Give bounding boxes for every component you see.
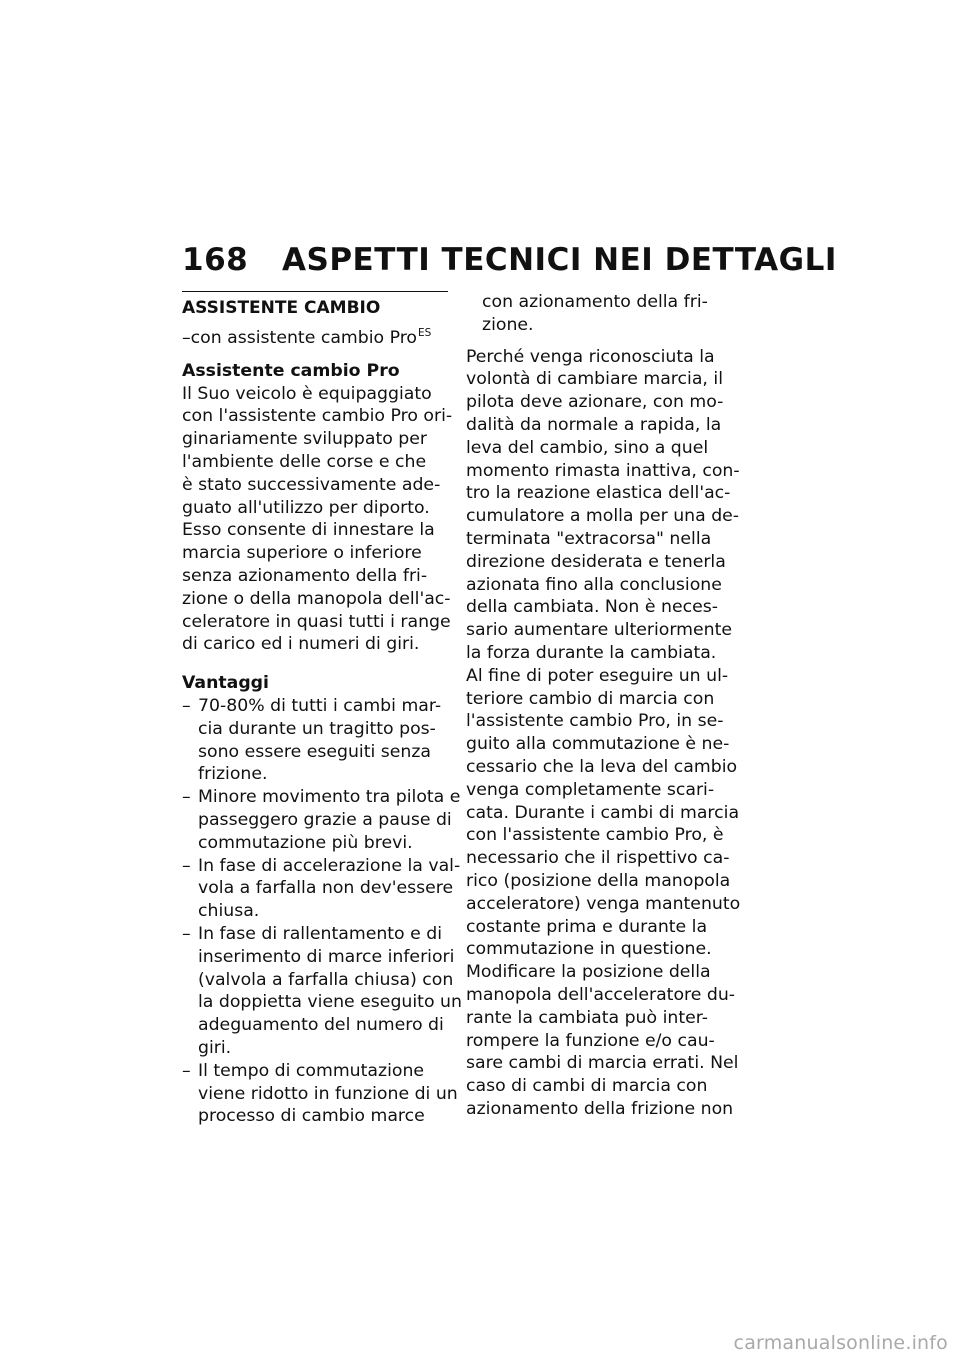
heading-vantaggi: Vantaggi xyxy=(182,673,269,694)
text-line: manopola dell'acceleratore du- xyxy=(466,984,736,1005)
text-line: In fase di accelerazione la val- xyxy=(198,855,461,876)
text-line: celeratore in quasi tutti i range xyxy=(182,611,451,632)
text-line: passeggero grazie a pause di xyxy=(198,809,452,830)
section-subtitle xyxy=(182,322,454,350)
text-line: zione o della manopola dell'ac- xyxy=(182,588,451,609)
text-line: commutazione in questione. xyxy=(466,939,712,960)
text-line: rompere la funzione e/o cau- xyxy=(466,1030,715,1051)
text-line: azionata fino alla conclusione xyxy=(466,574,722,595)
text-line: (valvola a farfalla chiusa) con xyxy=(198,969,454,990)
page-header xyxy=(182,238,837,288)
text-line: giri. xyxy=(198,1037,232,1058)
list-item xyxy=(182,855,461,923)
text-line: sario aumentare ulteriormente xyxy=(466,620,733,641)
text-line: inserimento di marce inferiori xyxy=(198,946,455,967)
text-line: sare cambi di marcia errati. Nel xyxy=(466,1053,739,1074)
text-line: la doppietta viene eseguito un xyxy=(198,992,462,1013)
text-line: commutazione più brevi. xyxy=(198,832,413,853)
text-line: adeguamento del numero di xyxy=(198,1015,444,1036)
list-item xyxy=(182,923,462,1060)
bullet-dash: – xyxy=(182,923,191,944)
text-line: l'ambiente delle corse e che xyxy=(182,451,427,472)
text-line: momento rimasta inattiva, con- xyxy=(466,460,740,481)
text-line: marcia superiore o inferiore xyxy=(182,543,422,564)
text-line: Esso consente di innestare la xyxy=(182,520,435,541)
bullet-dash: – xyxy=(182,855,191,876)
section-title: ASSISTENTE CAMBIO xyxy=(182,298,381,318)
list-item xyxy=(182,695,454,786)
text-line: Modificare la posizione della xyxy=(466,962,711,983)
text-line: con azionamento della fri- xyxy=(482,292,708,312)
subtitle-text: –con assistente cambio Pro xyxy=(182,328,418,348)
text-line: Al fine di poter eseguire un ul- xyxy=(466,665,729,686)
text-line: l'assistente cambio Pro, in se- xyxy=(466,711,724,732)
text-line: zione. xyxy=(482,314,534,335)
left-column xyxy=(182,291,462,1128)
bullet-dash: – xyxy=(182,695,191,716)
text-line: 70-80% di tutti i cambi mar- xyxy=(198,695,442,716)
text-line: rico (posizione della manopola xyxy=(466,870,731,891)
text-line: di carico ed i numeri di giri. xyxy=(182,634,420,655)
paragraph-description xyxy=(182,383,454,657)
text-line: Il Suo veicolo è equipaggiato xyxy=(182,383,432,404)
text-line: venga completamente scari- xyxy=(466,779,715,800)
text-line: volontà di cambiare marcia, il xyxy=(466,369,724,390)
paragraph-operation xyxy=(466,346,744,1121)
text-line: chiusa. xyxy=(198,901,260,922)
page-title: ASPETTI TECNICI NEI DETTAGLI xyxy=(282,242,837,278)
text-line: dalità da normale a rapida, la xyxy=(466,414,722,435)
text-line: terminata "extracorsa" nella xyxy=(466,528,712,549)
text-line: guito alla commutazione è ne- xyxy=(466,734,730,755)
text-line: cia durante un tragitto pos- xyxy=(198,718,436,739)
right-column xyxy=(466,291,744,1121)
text-line: caso di cambi di marcia con xyxy=(466,1076,708,1097)
text-line: acceleratore) venga mantenuto xyxy=(466,893,741,914)
text-line: è stato successivamente ade- xyxy=(182,474,441,495)
text-line: azionamento della frizione non xyxy=(466,1098,734,1119)
text-line: vola a farfalla non dev'essere xyxy=(198,878,454,899)
bullet-dash: – xyxy=(182,787,191,808)
text-line: guato all'utilizzo per diporto. xyxy=(182,497,430,518)
section-divider xyxy=(182,291,448,292)
text-line: cessario che la leva del cambio xyxy=(466,756,738,777)
text-line: rante la cambiata può inter- xyxy=(466,1007,708,1028)
text-line: cata. Durante i cambi di marcia xyxy=(466,802,740,823)
watermark: carmanualsonline.info xyxy=(733,1332,948,1354)
text-line: teriore cambio di marcia con xyxy=(466,688,715,709)
advantages-list xyxy=(182,695,462,1128)
text-line: pilota deve azionare, con mo- xyxy=(466,392,724,413)
text-line: Minore movimento tra pilota e xyxy=(198,787,461,808)
text-line: direzione desiderata e tenerla xyxy=(466,551,726,572)
text-line: In fase di rallentamento e di xyxy=(198,923,443,944)
list-item xyxy=(182,1060,458,1128)
text-line: ginariamente sviluppato per xyxy=(182,429,427,450)
text-line: Il tempo di commutazione xyxy=(198,1060,425,1081)
text-line: tro la reazione elastica dell'ac- xyxy=(466,483,731,504)
text-line: sono essere eseguiti senza xyxy=(198,741,432,762)
text-line: la forza durante la cambiata. xyxy=(466,642,717,663)
text-line: con l'assistente cambio Pro ori- xyxy=(182,406,453,427)
text-line: frizione. xyxy=(198,764,268,785)
text-line: Perché venga riconosciuta la xyxy=(466,346,715,367)
text-line: necessario che il rispettivo ca- xyxy=(466,848,730,869)
text-line: cumulatore a molla per una de- xyxy=(466,506,740,527)
heading-assistente: Assistente cambio Pro xyxy=(182,360,400,381)
text-line: senza azionamento della fri- xyxy=(182,565,428,586)
text-line: costante prima e durante la xyxy=(466,916,708,937)
subtitle-superscript: ES xyxy=(418,327,432,339)
continued-bullet xyxy=(466,291,744,337)
text-line: processo di cambio marce xyxy=(198,1106,425,1127)
page-number: 168 xyxy=(182,242,249,278)
text-line: con l'assistente cambio Pro, è xyxy=(466,825,724,846)
list-item xyxy=(182,786,461,854)
bullet-dash: – xyxy=(182,1060,191,1081)
text-line: della cambiata. Non è neces- xyxy=(466,597,718,618)
text-line: leva del cambio, sino a quel xyxy=(466,437,709,458)
text-line: viene ridotto in funzione di un xyxy=(198,1083,458,1104)
